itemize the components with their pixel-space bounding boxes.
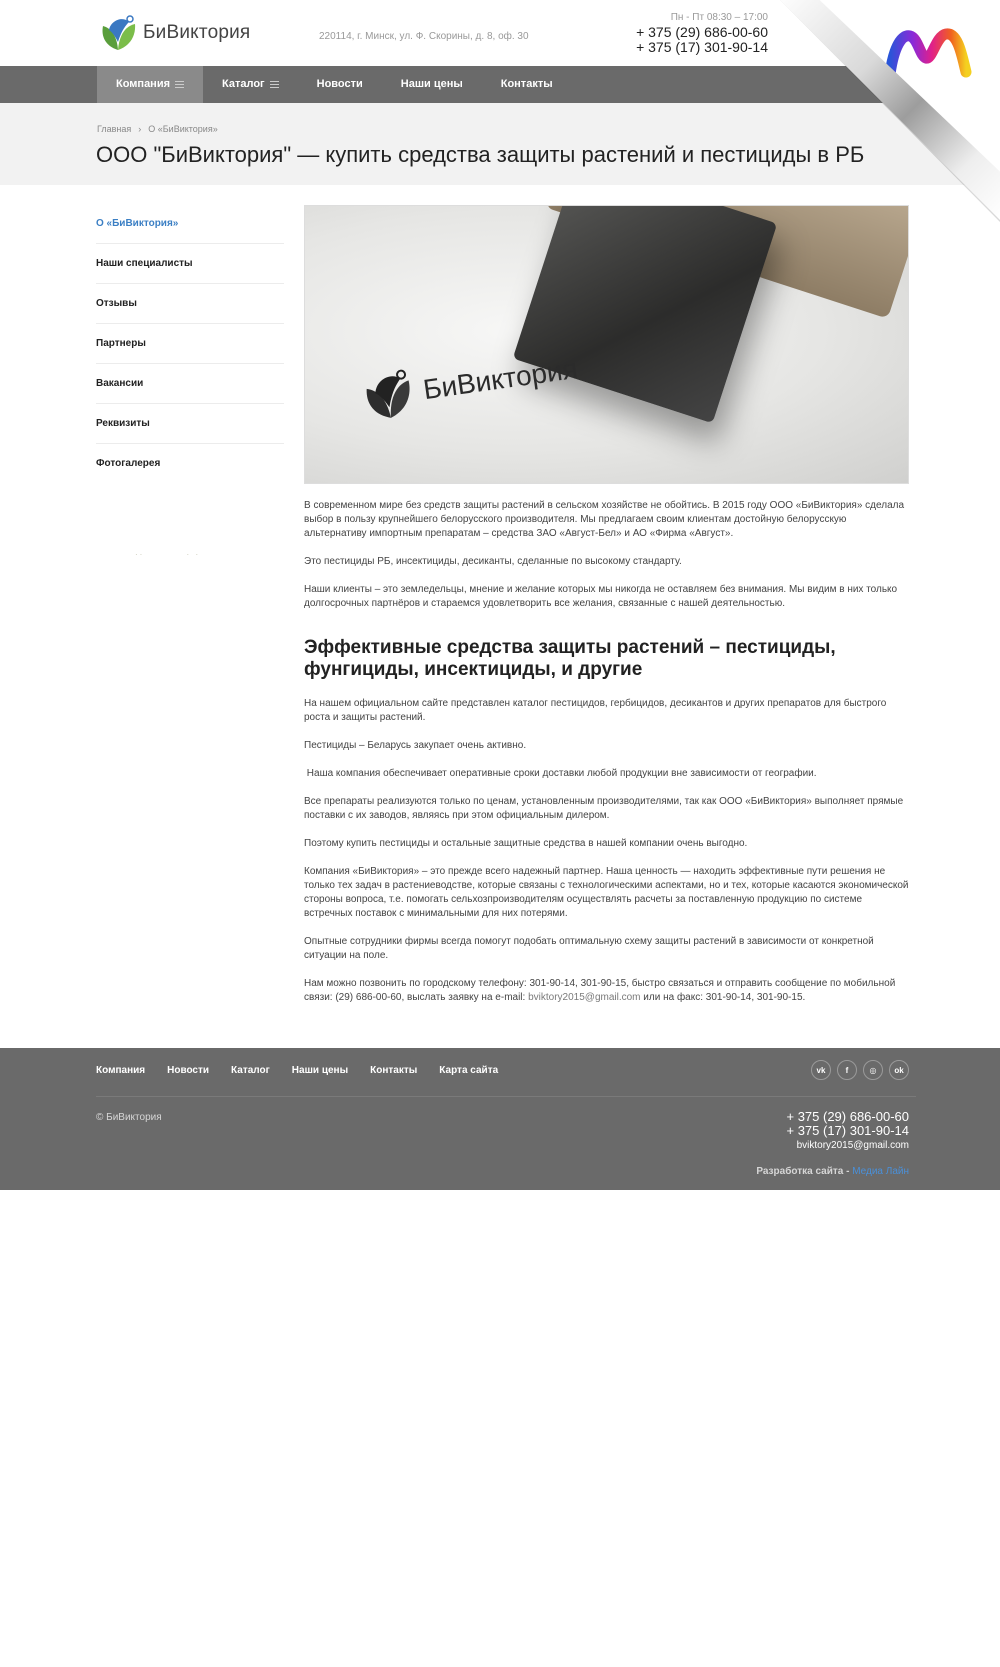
header-address: 220114, г. Минск, ул. Ф. Скорины, д. 8, оф. 30 (319, 31, 529, 42)
header-contacts (636, 12, 768, 55)
footer-email[interactable]: bviktory2015@gmail.com (796, 1140, 909, 1151)
sidebar-item-about[interactable]: О «БиВиктория» (96, 204, 284, 244)
paragraph-contacts (304, 977, 909, 1005)
menu-icon (175, 79, 184, 90)
nav-item-company[interactable] (97, 66, 203, 103)
paragraph: В современном мире без средств защиты растений в сельском хозяйстве не обойтись. В 2015 году ООО «БиВиктория» сделала выбор в пользу крупнейшего белорусского производителя. Мы предлагаем своим клиентам достойную белорусскую альтернативу импортным препаратам – средства ЗАО «Август-Бел» и АО «Фирма «Август». (304, 500, 905, 539)
hero-logo-text: БиВиктория (421, 352, 580, 406)
nav-item-label: Каталог (222, 78, 265, 90)
instagram-icon[interactable]: ◎ (863, 1060, 883, 1080)
logo-text: БиВиктория (143, 22, 251, 43)
odnoklassniki-icon[interactable]: ok (889, 1060, 909, 1080)
page-title: ООО "БиВиктория" — купить средства защиты растений и пестициды в РБ (96, 142, 865, 167)
site-footer (0, 1048, 1000, 1190)
footer-phone-mobile[interactable]: + 375 (29) 686-00-60 (786, 1109, 909, 1124)
footer-contacts (786, 1110, 909, 1151)
leaf-logo-icon (356, 364, 419, 427)
paragraph: Наша компания обеспечивает оперативные сроки доставки любой продукции вне зависимости от географии. (304, 768, 817, 779)
footer-nav (96, 1065, 520, 1076)
paragraph: Пестициды – Беларусь закупает очень активно. (304, 740, 527, 751)
email-link[interactable]: bviktory2015@gmail.com (528, 992, 641, 1003)
working-hours: Пн - Пт 08:30 – 17:00 (670, 12, 768, 23)
nav-item-news[interactable] (298, 66, 382, 103)
leaf-logo-icon (97, 12, 139, 54)
sidebar-item-reviews[interactable]: Отзывы (96, 284, 284, 324)
page-curl-corner[interactable] (780, 0, 1000, 222)
breadcrumb-current: О «БиВиктория» (148, 124, 218, 134)
hero-stamp-image (304, 205, 909, 484)
loading-dots: ·· · · (135, 550, 201, 559)
developer-label: Разработка сайта - (756, 1166, 853, 1177)
paragraph: Компания «БиВиктория» – это прежде всего надежный партнер. Наша ценность — находить эффективные пути решения не только тех задач в растениеводстве, которые связаны с технологическими аспектами, но и тех, которые касаются экономической стороны вопроса, т.е. помогать сельхозпроизводителям осуществлять расчеты за поставленную продукцию по системе встречных поставок с минимальными для них потерями. (304, 866, 909, 919)
paragraph: Поэтому купить пестициды и остальные защитные средства в нашей компании очень выгодно. (304, 838, 748, 849)
main-content (304, 205, 909, 1005)
social-links (805, 1060, 909, 1080)
paragraph: На нашем официальном сайте представлен каталог пестицидов, гербицидов, десикантов и других препаратов для быстрого роста и защиты растений. (304, 698, 887, 723)
phone-city[interactable]: + 375 (17) 301-90-14 (636, 39, 768, 55)
nav-item-label: Наши цены (400, 78, 463, 90)
breadcrumb (97, 124, 218, 134)
paragraph: Наши клиенты – это земледельцы, мнение и желание которых мы никогда не оставляем без внимания. Мы видим в них только долгосрочных партнёров и стараемся удовлетворить все желания, связанные с нашей деятельностью. (304, 584, 898, 609)
paragraph: Это пестициды РБ, инсектициды, десиканты, сделанные по высокому стандарту. (304, 556, 682, 567)
paragraph-text: или на факс: 301-90-14, 301-90-15. (640, 992, 806, 1003)
nav-item-catalog[interactable] (203, 66, 298, 103)
nav-item-label: Новости (316, 78, 363, 90)
footer-link-contacts[interactable]: Контакты (370, 1065, 418, 1076)
footer-link-sitemap[interactable]: Карта сайта (439, 1065, 499, 1076)
sidebar-item-gallery[interactable]: Фотогалерея (96, 458, 161, 469)
footer-link-prices[interactable]: Наши цены (291, 1065, 349, 1076)
paragraph: Опытные сотрудники фирмы всегда помогут подобать оптимальную схему защиты растений в зависимости от конкретной ситуации на поле. (304, 936, 874, 961)
sidebar-item-specialists[interactable]: Наши специалисты (96, 244, 284, 284)
footer-link-company[interactable]: Компания (96, 1065, 146, 1076)
chevron-right-icon: › (138, 124, 142, 134)
paragraph: Все препараты реализуются только по ценам, установленным производителями, так как ООО «БиВиктория» выполняет прямые поставки с их заводов, являясь при этом официальным дилером. (304, 796, 904, 821)
nav-item-contacts[interactable] (482, 66, 572, 103)
footer-link-news[interactable]: Новости (167, 1065, 210, 1076)
breadcrumb-home[interactable]: Главная (97, 124, 132, 134)
section-heading: Эффективные средства защиты растений – пестициды, фунгициды, инсектициды, и другие (304, 637, 836, 680)
paragraph-text: Нам можно позвонить по городскому телефону: 301-90-14, 301-90-15, быстро связаться и отправить сообщение по мобильной связи: (29) 686-00-60, выслать заявку на e-mail: (304, 978, 896, 1003)
developer-credit (756, 1166, 909, 1177)
copyright: © БиВиктория (96, 1112, 162, 1123)
sidebar-item-partners[interactable]: Партнеры (96, 324, 284, 364)
phone-mobile[interactable]: + 375 (29) 686-00-60 (636, 24, 768, 40)
menu-icon (270, 79, 279, 90)
sidebar-item-vacancies[interactable]: Вакансии (96, 364, 284, 404)
footer-link-catalog[interactable]: Каталог (231, 1065, 270, 1076)
vk-icon[interactable]: vk (811, 1060, 831, 1080)
facebook-icon[interactable]: f (837, 1060, 857, 1080)
footer-divider (96, 1096, 916, 1097)
footer-phone-city[interactable]: + 375 (17) 301-90-14 (786, 1123, 909, 1138)
nav-item-label: Компания (116, 78, 171, 90)
developer-link[interactable]: Медиа Лайн (852, 1166, 909, 1177)
sidebar-menu (96, 204, 284, 484)
nav-item-prices[interactable] (382, 66, 482, 103)
sidebar-item-requisites[interactable]: Реквизиты (96, 404, 284, 444)
hero-logo (356, 341, 581, 427)
nav-item-label: Контакты (500, 78, 553, 90)
site-logo[interactable] (97, 12, 250, 54)
